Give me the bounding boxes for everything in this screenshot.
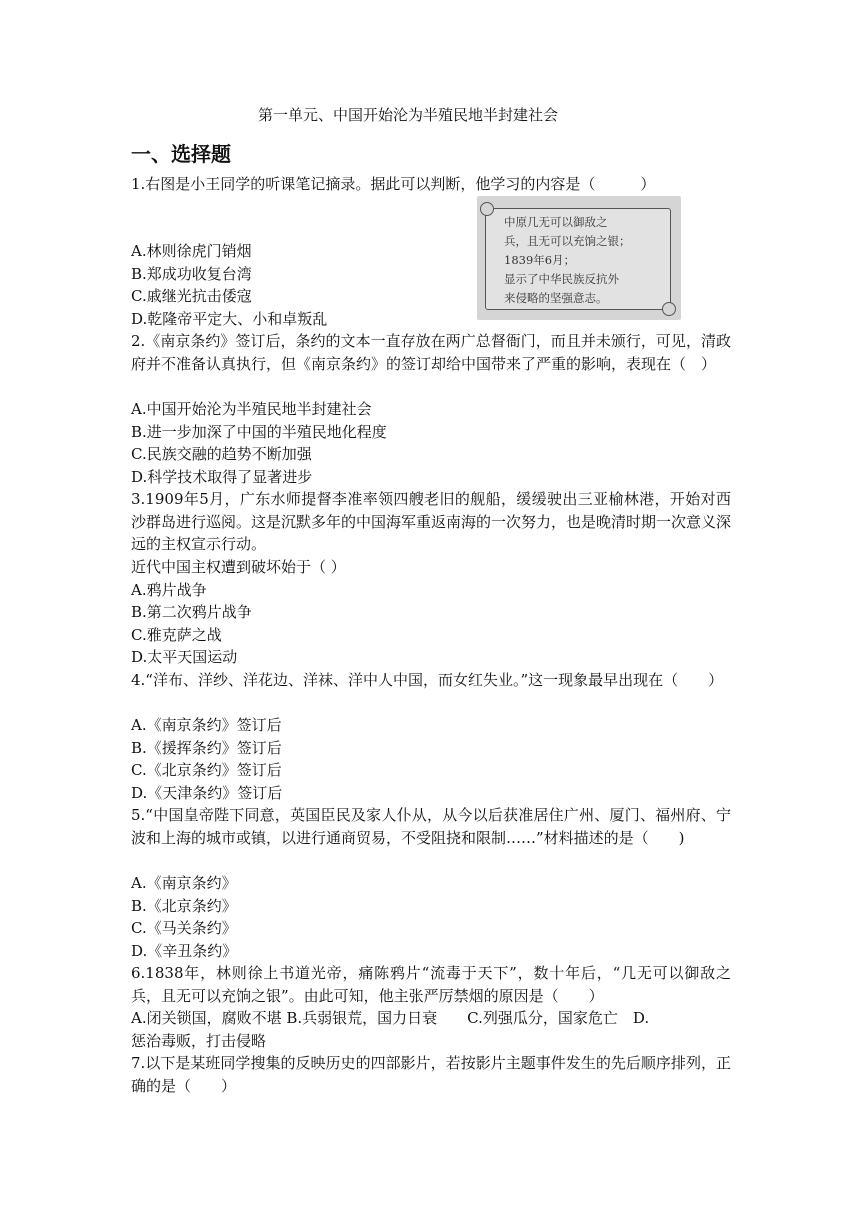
scroll-curl-icon [662, 302, 676, 316]
option: C.《马关条约》 [131, 919, 237, 937]
option: C.《北京条约》签订后 [131, 761, 282, 779]
option: C.民族交融的趋势不断加强 [131, 445, 312, 463]
question-4-stem: 4.“洋布、洋纱、洋花边、洋袜、洋中人中国，而女红失业。”这一现象最早出现在（ ） [131, 671, 724, 689]
page-title: 第一单元、中国开始沦为半殖民地半封建社会 [258, 106, 559, 124]
option: A.中国开始沦为半殖民地半封建社会 [131, 400, 372, 418]
option: B.郑成功收复台湾 [131, 265, 252, 283]
note-image [477, 196, 681, 320]
question-7-stem: 7.以下是某班同学搜集的反映历史的四部影片，若按影片主题事件发生的先后顺序排列，正确的是（ ） [131, 1054, 731, 1095]
question-2-stem: 2.《南京条约》签订后，条约的文本一直存放在两广总督衙门，而且并未颁行，可见，清政府并不准备认真执行，但《南京条约》的签订却给中国带来了严重的影响，表现在（ ） [131, 332, 731, 373]
option: B.《援挥条约》签订后 [131, 739, 282, 757]
option: A.《南京条约》 [131, 874, 237, 892]
option: A.林则徐虎门销烟 [131, 242, 252, 260]
note-line: 兵，且无可以充饷之银； [504, 234, 631, 248]
option: 惩治毒贩，打击侵略 [131, 1032, 267, 1050]
note-text [504, 213, 631, 308]
scroll-frame [485, 208, 671, 310]
question-1-stem: 1.右图是小王同学的听课笔记摘录。据此可以判断，他学习的内容是（ ） [131, 175, 656, 193]
option: D.《天津条约》签订后 [131, 784, 283, 802]
section-heading: 一、选择题 [131, 142, 231, 166]
question-5-stem: 5.“中国皇帝陛下同意，英国臣民及家人仆从，从今以后获准居住广州、厦门、福州府、宁波和上海的城市或镇，以进行通商贸易，不受阻挠和限制……”材料描述的是（ ) [131, 806, 731, 847]
option: D.科学技术取得了显著进步 [131, 468, 313, 486]
question-3-stem: 3.1909年5月，广东水师提督李准率领四艘老旧的舰船，缓缓驶出三亚榆林港，开始对西沙群岛进行巡阅。这是沉默多年的中国海军重返南海的一次努力，也是晚清时期一次意义深远的主权宣示行动。 [131, 490, 732, 553]
question-6-options: A.闭关锁国，腐败不堪 B.兵弱银荒，国力日衰 C.列强瓜分，国家危亡 D. [131, 1009, 650, 1027]
option: C.雅克萨之战 [131, 626, 222, 644]
option: A.鸦片战争 [131, 581, 207, 599]
note-line: 中原几无可以御敌之 [504, 215, 608, 229]
question-3-question: 近代中国主权遭到破坏始于（ ） [131, 558, 346, 576]
option: D.太平天国运动 [131, 648, 238, 666]
note-line: 1839年6月； [504, 253, 576, 267]
question-6-stem: 6.1838年，林则徐上书道光帝，痛陈鸦片“流毒于天下”，数十年后，“几无可以御敌之兵，且无可以充饷之银”。由此可知，他主张严厉禁烟的原因是（ ） [131, 964, 731, 1005]
option: B.进一步加深了中国的半殖民地化程度 [131, 423, 387, 441]
scroll-curl-icon [480, 202, 494, 216]
option: D.乾隆帝平定大、小和卓叛乱 [131, 310, 328, 328]
option: B.第二次鸦片战争 [131, 603, 252, 621]
note-line: 显示了中华民族反抗外 [504, 272, 619, 286]
option: D.《辛丑条约》 [131, 942, 238, 960]
note-line: 来侵略的坚强意志。 [504, 291, 608, 305]
option: B.《北京条约》 [131, 897, 237, 915]
option: C.戚继光抗击倭寇 [131, 287, 252, 305]
option: A.《南京条约》签订后 [131, 716, 282, 734]
